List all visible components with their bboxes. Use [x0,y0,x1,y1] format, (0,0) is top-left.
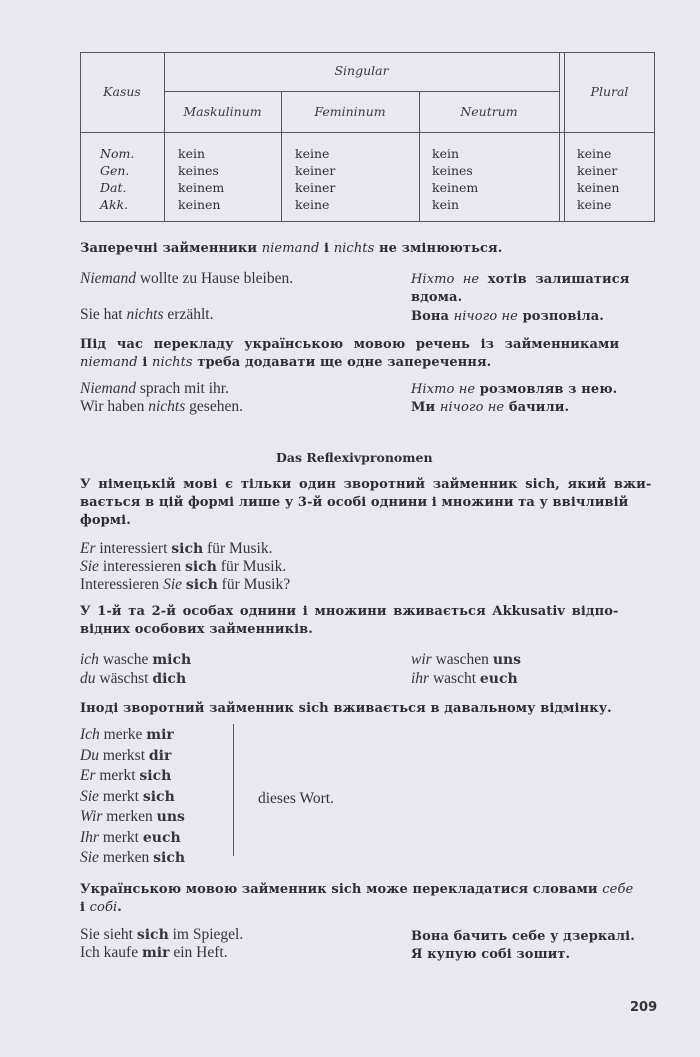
table-cell: keine [295,197,330,212]
paragraph-negative-pronouns: Заперечні займенники niemand і nichts не змінюються. [80,241,503,256]
example-de: du wäschst dich [80,670,187,687]
table-cell: keiner [295,180,336,195]
table-cell: keinem [432,180,479,195]
table-cell: keine [577,146,612,161]
table-cell: kein [432,146,460,161]
paragraph-akkusativ-note: У 1-й та 2-й особах однини і множини вживається Akkusativ відпо- [80,604,619,619]
example-de: Niemand wollte zu Hause bleiben. [80,270,294,287]
example-de: Niemand sprach mit ihr. [80,380,229,397]
declension-table [80,52,655,222]
case-dat: Dat. [100,180,127,195]
case-gen: Gen. [100,163,130,178]
table-cell: keiner [295,163,336,178]
table-cell: keines [178,163,219,178]
example-ua: Вона бачить себе у дзеркалі. [411,929,635,944]
example-de: Wir haben nichts gesehen. [80,398,243,415]
paragraph-reflexive-intro: формі. [80,513,131,528]
header-neutrum: Neutrum [460,104,518,119]
paragraph-translation-note: niemand і nichts треба додавати ще одне заперечення. [80,355,492,370]
neutrum-column [432,145,478,213]
paragraph-dative-note: Іноді зворотний займенник sich вживається в давальному відмінку. [80,701,612,716]
table-cell: keinem [178,180,225,195]
example-ua: Ніхто не хотів залишатися [411,272,630,287]
example-de: Er interessiert sich für Musik. [80,540,273,557]
example-ua: Я купую собі зошит. [411,947,571,962]
header-kasus: Kasus [103,84,141,99]
example-de: ich wasche mich [80,651,192,668]
example-de: Sie hat nichts erzählt. [80,306,214,323]
paragraph-translation-sich: і собі. [80,900,122,915]
page-number: 209 [630,1000,658,1015]
example-de: Sie interessieren sich für Musik. [80,558,287,575]
conjugation-list: Ich merke mir Du merkst dir Er merkt sich Sie merkt sich Wir merken uns Ihr merkt euch Sie merken sich [80,726,186,866]
case-column [100,145,134,213]
header-maskulinum: Maskulinum [183,104,262,119]
example-ua: Вона нічого не розповіла. [411,309,604,324]
paragraph-akkusativ-note: відних особових займенників. [80,622,313,637]
table-cell: keine [577,197,612,212]
paragraph-reflexive-intro: вається в цій формі лише у 3-й особі однини і множини та у ввічливій [80,495,629,510]
bracket-divider [233,724,234,856]
table-cell: keinen [577,180,620,195]
paragraph-reflexive-intro: У німецькій мові є тільки один зворотний займенник sich, який вжи- [80,477,652,492]
example-de: Ich kaufe mir ein Heft. [80,944,228,961]
paragraph-translation-note: Під час перекладу українською мовою речень із займенниками [80,337,620,352]
header-plural: Plural [590,84,629,99]
example-de: Interessieren Sie sich für Musik? [80,576,291,593]
header-femininum: Femininum [314,104,386,119]
table-cell: keines [432,163,473,178]
example-ua: Ніхто не розмовляв з нею. [411,382,618,397]
example-ua: Ми нічого не бачили. [411,400,570,415]
plural-column [577,145,619,213]
maskulinum-column [178,145,224,213]
example-de: wir waschen uns [411,651,522,668]
example-de: ihr wascht euch [411,670,518,687]
case-nom: Nom. [100,146,135,161]
case-akk: Akk. [100,197,129,212]
table-cell: keinen [178,197,221,212]
section-heading: Das Reflexivpronomen [276,450,433,465]
femininum-column [295,145,335,213]
example-ua: вдома. [411,290,463,305]
paragraph-translation-sich: Українською мовою займенник sich може перекладатися словами себе [80,882,634,897]
table-cell: keiner [577,163,618,178]
header-singular: Singular [334,63,389,78]
table-cell: kein [178,146,206,161]
example-de: Sie sieht sich im Spiegel. [80,926,244,943]
table-cell: keine [295,146,330,161]
conjugation-object: dieses Wort. [258,790,334,807]
table-cell: kein [432,197,460,212]
